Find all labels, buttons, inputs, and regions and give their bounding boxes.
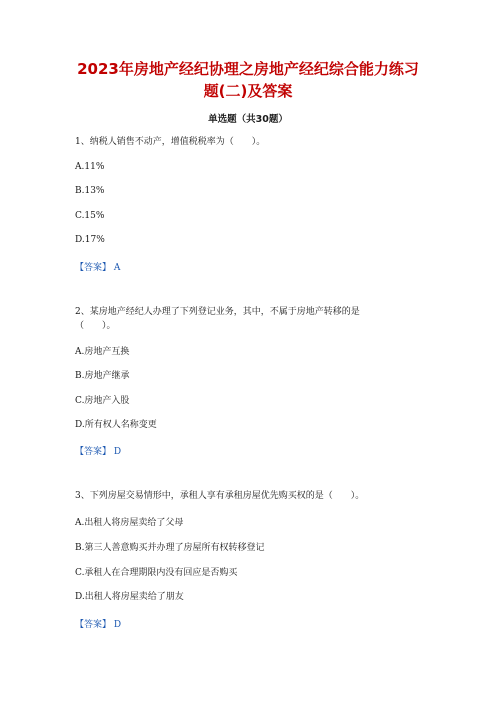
question-1-option-d: D.17% xyxy=(75,235,105,245)
title-line-1: 2023年房地产经纪协理之房地产经纪综合能力练习 xyxy=(77,60,419,78)
document-title xyxy=(40,58,456,102)
answer-value: D xyxy=(113,620,122,630)
section-heading: 单选题（共30题） xyxy=(208,114,288,125)
answer-label: 【答案】 xyxy=(75,447,112,457)
question-3-answer xyxy=(75,617,121,630)
question-1-answer xyxy=(75,260,120,273)
question-2-option-a: A.房地产互换 xyxy=(75,347,130,357)
question-2-stem-line-2: （ ）。 xyxy=(75,321,116,331)
question-3-stem: 3、下列房屋交易情形中，承租人享有承租房屋优先购买权的是（ ）。 xyxy=(75,491,365,501)
answer-value: A xyxy=(113,263,121,273)
question-3-option-b: B.第三人善意购买并办理了房屋所有权转移登记 xyxy=(75,543,265,553)
question-3-option-d: D.出租人将房屋卖给了朋友 xyxy=(75,592,184,602)
question-2-option-d: D.所有权人名称变更 xyxy=(75,420,157,430)
title-line-2: 题(二)及答案 xyxy=(203,82,293,100)
question-1-option-a: A.11% xyxy=(75,162,105,172)
question-2-answer xyxy=(75,444,121,457)
answer-label: 【答案】 xyxy=(75,620,112,630)
question-2-option-b: B.房地产继承 xyxy=(75,371,130,381)
answer-value: D xyxy=(113,447,122,457)
question-1-option-b: B.13% xyxy=(75,186,105,196)
question-3-option-a: A.出租人将房屋卖给了父母 xyxy=(75,518,184,528)
question-3-option-c: C.承租人在合理期限内没有回应是否购买 xyxy=(75,568,238,578)
question-2-stem-line-1: 2、某房地产经纪人办理了下列登记业务，其中，不属于房地产转移的是 xyxy=(75,307,360,317)
question-2-option-c: C.房地产入股 xyxy=(75,396,130,406)
question-1-option-c: C.15% xyxy=(75,211,105,221)
question-1-stem: 1、纳税人销售不动产，增值税税率为（ ）。 xyxy=(75,137,266,147)
answer-label: 【答案】 xyxy=(75,263,112,273)
